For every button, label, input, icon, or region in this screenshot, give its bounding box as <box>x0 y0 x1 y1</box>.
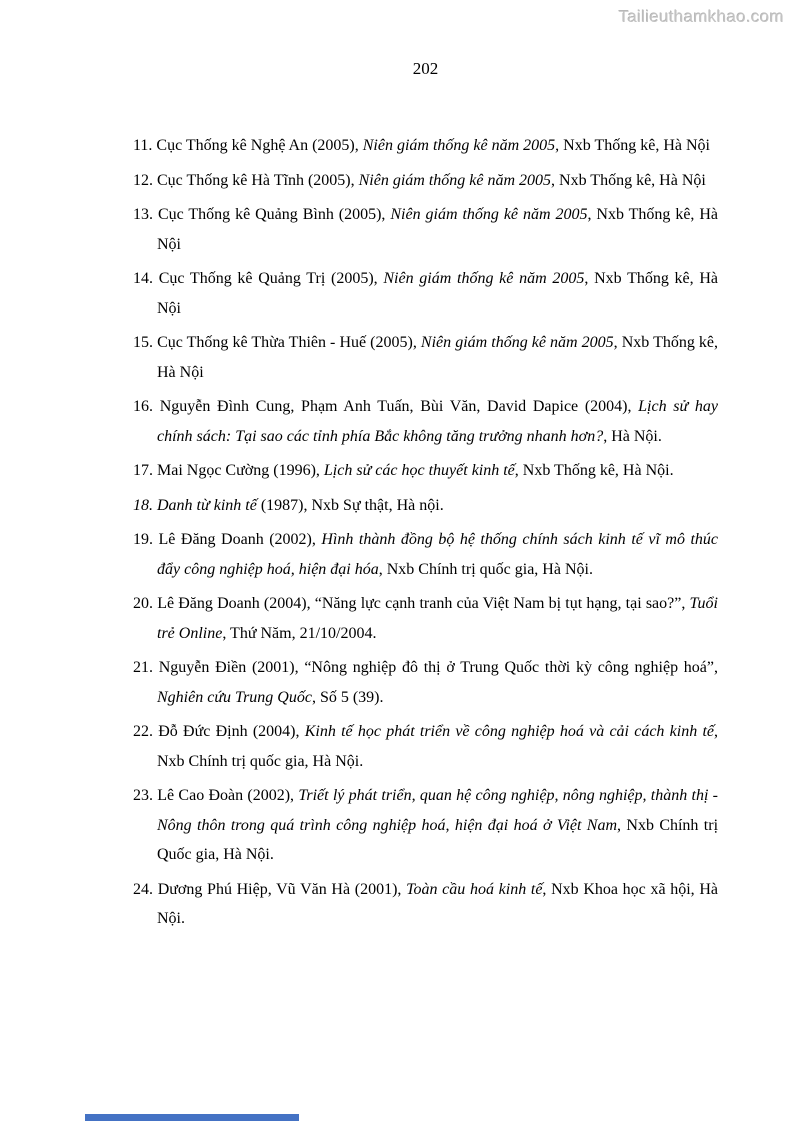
reference-item <box>133 200 718 259</box>
reference-list <box>133 131 718 939</box>
reference-title: Niên giám thống kê năm 2005 <box>383 270 585 287</box>
reference-item <box>133 781 718 870</box>
reference-number: 13. <box>133 206 158 223</box>
reference-text: Cục Thống kê Quảng Bình (2005), <box>157 206 391 223</box>
reference-number: 20. <box>133 595 158 612</box>
reference-text: , Nxb Thống kê, Hà Nội. <box>514 462 674 479</box>
reference-item <box>133 456 718 486</box>
reference-text: , Nxb Thống kê, Hà Nội <box>157 270 719 317</box>
reference-title: Lịch sử hay chính sách: Tại sao các tỉnh phía Bắc không tăng trưởng nhanh hơn? <box>157 398 719 445</box>
reference-text: , Nxb Chính trị quốc gia, Hà Nội. <box>378 560 593 578</box>
reference-item <box>133 491 718 521</box>
reference-text: Cục Thống kê Hà Tĩnh (2005), <box>157 171 359 189</box>
reference-item <box>133 717 718 776</box>
reference-item <box>133 166 718 196</box>
reference-title: Nghiên cứu Trung Quốc <box>157 688 312 706</box>
watermark-text: Tailieuthamkhao.com <box>618 7 784 26</box>
reference-title: Hình thành đồng bộ hệ thống chính sách kinh tế vĩ mô thúc đẩy công nghiệp hoá, hiện đại hóa <box>157 531 719 578</box>
reference-item <box>133 264 718 323</box>
reference-number: 12. <box>133 171 157 189</box>
reference-text: , Nxb Chính trị quốc gia, Hà Nội. <box>157 723 718 770</box>
reference-text: , Nxb Khoa học xã hội, Hà Nội. <box>157 880 719 927</box>
reference-text: Lê Đăng Doanh (2004), “Năng lực cạnh tranh của Việt Nam bị tụt hạng, tại sao?”, <box>157 595 690 612</box>
reference-item <box>133 653 718 712</box>
reference-text: , Nxb Thống kê, Hà Nội <box>157 206 719 253</box>
reference-item <box>133 525 718 584</box>
reference-title: Niên giám thống kê năm 2005 <box>390 206 588 223</box>
reference-item <box>133 328 718 387</box>
reference-text: , Nxb Chính trị Quốc gia, Hà Nội. <box>157 816 719 863</box>
reference-text: , Nxb Thống kê, Hà Nội <box>157 334 719 381</box>
reference-text: (1987), Nxb Sự thật, Hà nội. <box>256 496 444 514</box>
reference-text: Mai Ngọc Cường (1996), <box>157 462 324 479</box>
reference-text: , Hà Nội. <box>603 427 662 445</box>
reference-number: 17. <box>133 462 157 479</box>
reference-text: Cục Thống kê Nghệ An (2005), <box>156 137 363 154</box>
reference-title: Toàn cầu hoá kinh tế <box>406 880 543 898</box>
reference-text: Cục Thống kê Thừa Thiên - Huế (2005), <box>157 334 421 351</box>
reference-title: Tuổi trẻ Online <box>157 595 718 642</box>
reference-text: Dương Phú Hiệp, Vũ Văn Hà (2001), <box>157 880 407 898</box>
reference-title: Niên giám thống kê năm 2005 <box>362 137 556 154</box>
reference-title: Niên giám thống kê năm 2005 <box>358 171 552 189</box>
reference-text: Nguyễn Đình Cung, Phạm Anh Tuấn, Bùi Văn, David Dapice (2004), <box>159 398 639 415</box>
reference-number: 16. <box>133 398 160 415</box>
reference-title: Kinh tế học phát triển về công nghiệp hoá và cải cách kinh tế <box>304 723 714 740</box>
page-number: 202 <box>412 59 439 78</box>
reference-title: Triết lý phát triển, quan hệ công nghiệp, nông nghiệp, thành thị - Nông thôn trong quá trình công nghiệp hoá, hiện đại hoá ở Việt Nam <box>157 787 719 834</box>
reference-text: Cục Thống kê Quảng Trị (2005), <box>158 270 384 287</box>
reference-text: , Nxb Thống kê, Hà Nội <box>551 171 706 189</box>
reference-text: , Số 5 (39). <box>311 688 384 706</box>
reference-number: 23. <box>133 787 158 804</box>
footer-accent-bar <box>85 1114 299 1121</box>
reference-item <box>133 131 718 161</box>
reference-text: Lê Đăng Doanh (2002), <box>158 531 322 548</box>
reference-title: Lịch sử các học thuyết kinh tế <box>323 462 515 479</box>
reference-text: , Nxb Thống kê, Hà Nội <box>555 137 710 154</box>
reference-text: Lê Cao Đoàn (2002), <box>157 787 299 804</box>
reference-text: Nguyễn Điền (2001), “Nông nghiệp đô thị ở Trung Quốc thời kỳ công nghiệp hoá”, <box>158 659 719 676</box>
reference-item <box>133 875 718 934</box>
reference-title: Niên giám thống kê năm 2005 <box>420 334 614 351</box>
reference-number: 11. <box>133 137 157 154</box>
reference-title: Danh từ kinh tế <box>157 496 257 514</box>
reference-number: 14. <box>133 270 159 287</box>
reference-text: Đỗ Đức Định (2004), <box>158 723 305 740</box>
reference-number: 18. <box>133 496 157 514</box>
reference-number: 24. <box>133 880 158 898</box>
reference-number: 15. <box>133 334 158 351</box>
reference-item <box>133 589 718 648</box>
reference-number: 22. <box>133 723 159 740</box>
reference-number: 21. <box>133 659 159 676</box>
reference-text: , Thứ Năm, 21/10/2004. <box>222 624 377 642</box>
reference-item <box>133 392 718 451</box>
reference-number: 19. <box>133 531 159 548</box>
